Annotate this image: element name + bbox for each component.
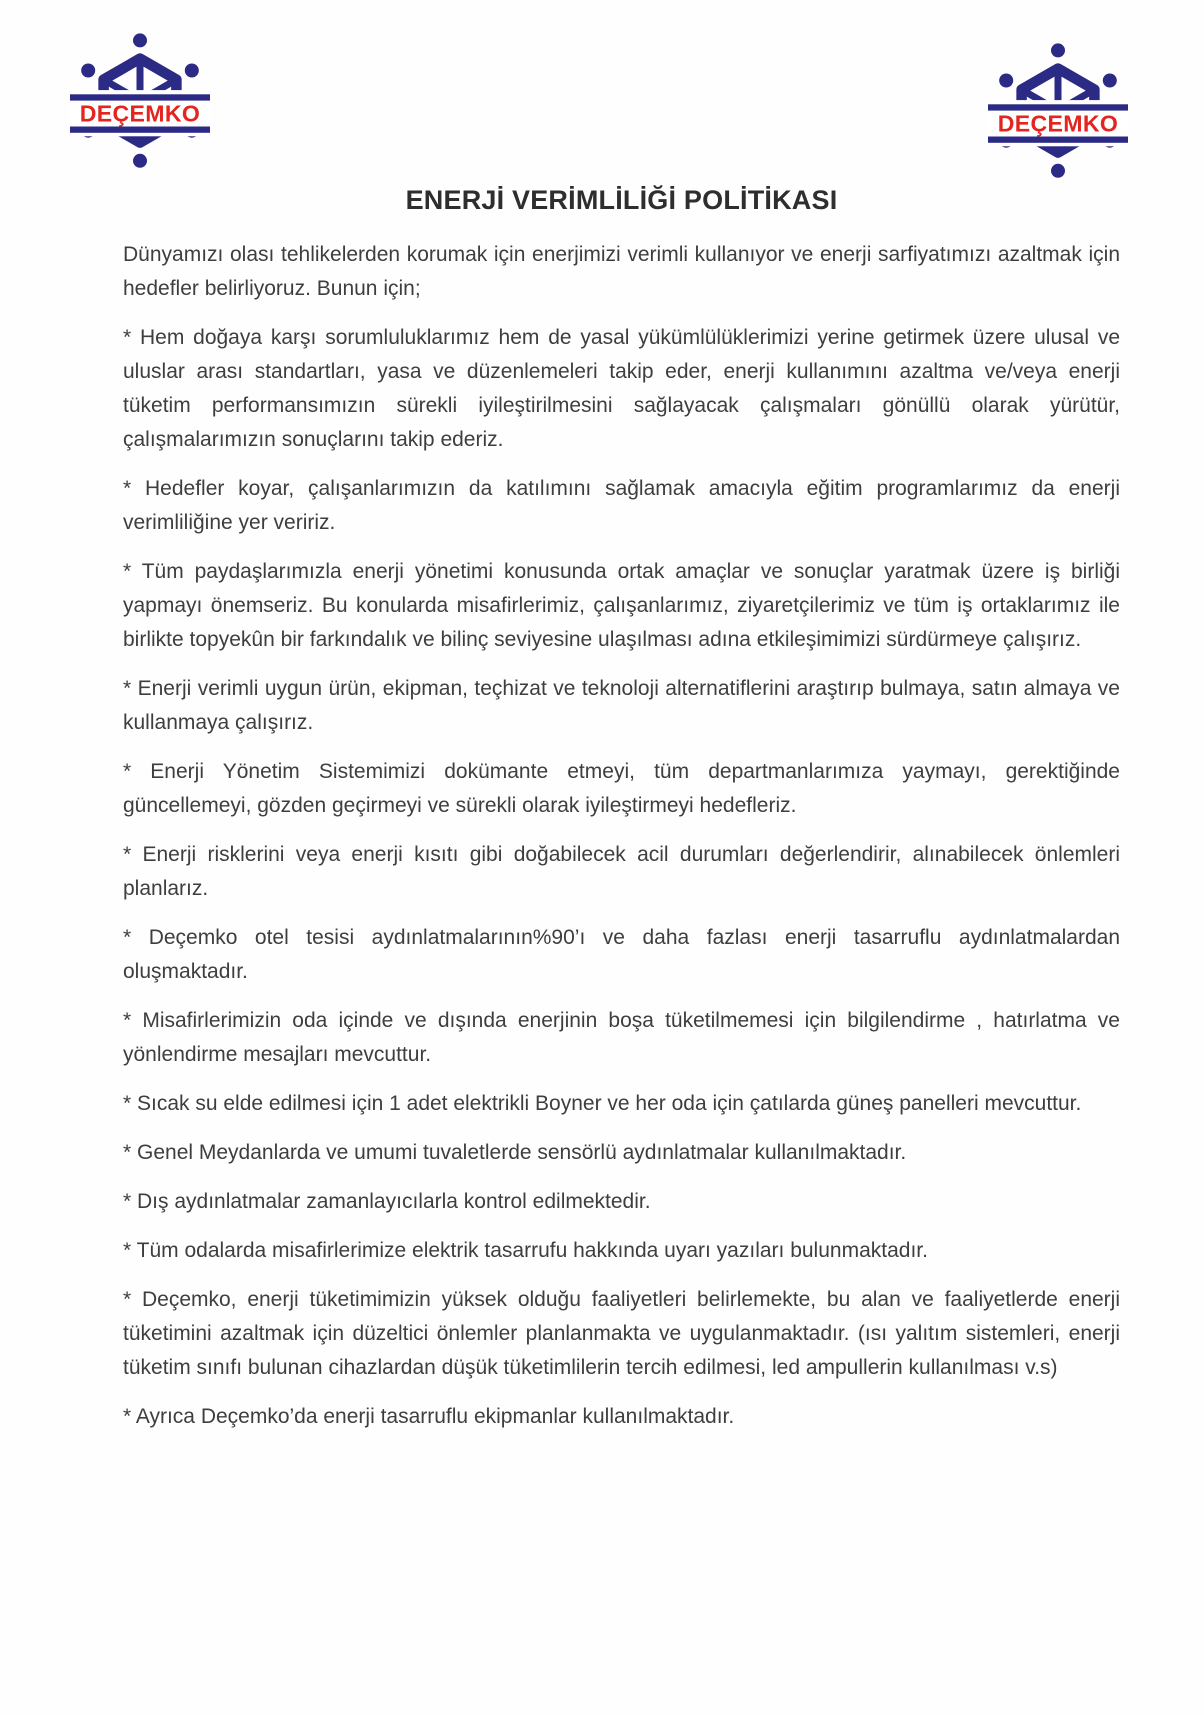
- policy-paragraph: * Enerji Yönetim Sistemimizi dokümante etmeyi, tüm departmanlarımıza yaymayı, gerektiğinde güncellemeyi, gözden geçirmeyi ve sürekli olarak iyileştirmeyi hedefleriz.: [123, 760, 1120, 817]
- policy-paragraph: * Deçemko otel tesisi aydınlatmalarının%90’ı ve daha fazlası enerji tasarruflu aydınlatmalardan oluşmaktadır.: [123, 926, 1120, 983]
- policy-paragraph: * Tüm paydaşlarımızla enerji yönetimi konusunda ortak amaçlar ve sonuçlar yaratmak üzere iş birliği yapmayı önemseriz. Bu konularda misafirlerimiz, çalışanlarımız, ziyaretçilerimiz ve tüm iş ortaklarımız ile birlikte topyekûn bir farkındalık ve bilinç seviyesine ulaşılması adına etkileşimimizi sürdürmeye çalışırız.: [123, 560, 1120, 651]
- decemko-logo-right: [988, 38, 1128, 186]
- policy-paragraph: * Sıcak su elde edilmesi için 1 adet elektrikli Boyner ve her oda için çatılarda güneş panelleri mevcuttur.: [123, 1092, 1082, 1115]
- policy-paragraph: * Hedefler koyar, çalışanlarımızın da katılımını sağlamak amacıyla eğitim programlarımız da enerji verimliliğine yer veririz.: [123, 477, 1120, 534]
- intro-paragraph: Dünyamızı olası tehlikelerden korumak için enerjimizi verimli kullanıyor ve enerji sarfiyatımızı azaltmak için hedefler belirliyoruz. Bunun için;: [123, 243, 1120, 300]
- policy-paragraph: * Tüm odalarda misafirlerimize elektrik tasarrufu hakkında uyarı yazıları bulunmaktadır.: [123, 1239, 928, 1262]
- policy-paragraph: * Ayrıca Deçemko’da enerji tasarruflu ekipmanlar kullanılmaktadır.: [123, 1405, 735, 1428]
- page-title: ENERJİ VERİMLİLİĞİ POLİTİKASI: [405, 185, 838, 215]
- policy-paragraph: * Deçemko, enerji tüketimimizin yüksek olduğu faaliyetleri belirlemekte, bu alan ve faaliyetlerde enerji tüketimini azaltmak için düzeltici önlemler planlanmakta ve uygulanmaktadır. (ısı yalıtım sistemleri, enerji tüketim sınıfı bulunan cihazlardan düşük tüketimlilerin tercih edilmesi, led ampullerin kullanılması v.s): [123, 1288, 1120, 1379]
- policy-paragraph: * Enerji risklerini veya enerji kısıtı gibi doğabilecek acil durumları değerlendirir, alınabilecek önlemleri planlarız.: [123, 843, 1120, 900]
- policy-paragraph: * Misafirlerimizin oda içinde ve dışında enerjinin boşa tüketilmemesi için bilgilendirme , hatırlatma ve yönlendirme mesajları mevcuttur.: [123, 1009, 1120, 1066]
- decemko-logo-icon: [988, 38, 1128, 186]
- document-body: [123, 184, 1120, 1434]
- policy-paragraph: * Enerji verimli uygun ürün, ekipman, teçhizat ve teknoloji alternatiflerini araştırıp bulmaya, satın almaya ve kullanmaya çalışırız.: [123, 677, 1120, 734]
- decemko-logo-left: [70, 28, 210, 176]
- policy-paragraph: * Dış aydınlatmalar zamanlayıcılarla kontrol edilmektedir.: [123, 1190, 651, 1213]
- policy-paragraph: * Hem doğaya karşı sorumluluklarımız hem de yasal yükümlülüklerimizi yerine getirmek üzere ulusal ve uluslar arası standartları, yasa ve düzenlemeleri takip eder, enerji kullanımını azaltma ve/veya enerji tüketim performansımızın sürekli iyileştirilmesini sağlayacak çalışmaları gönüllü olarak yürütür, çalışmalarımızın sonuçlarını takip ederiz.: [123, 326, 1120, 451]
- policy-paragraph: * Genel Meydanlarda ve umumi tuvaletlerde sensörlü aydınlatmalar kullanılmaktadır.: [123, 1141, 907, 1164]
- decemko-logo-icon: [70, 28, 210, 176]
